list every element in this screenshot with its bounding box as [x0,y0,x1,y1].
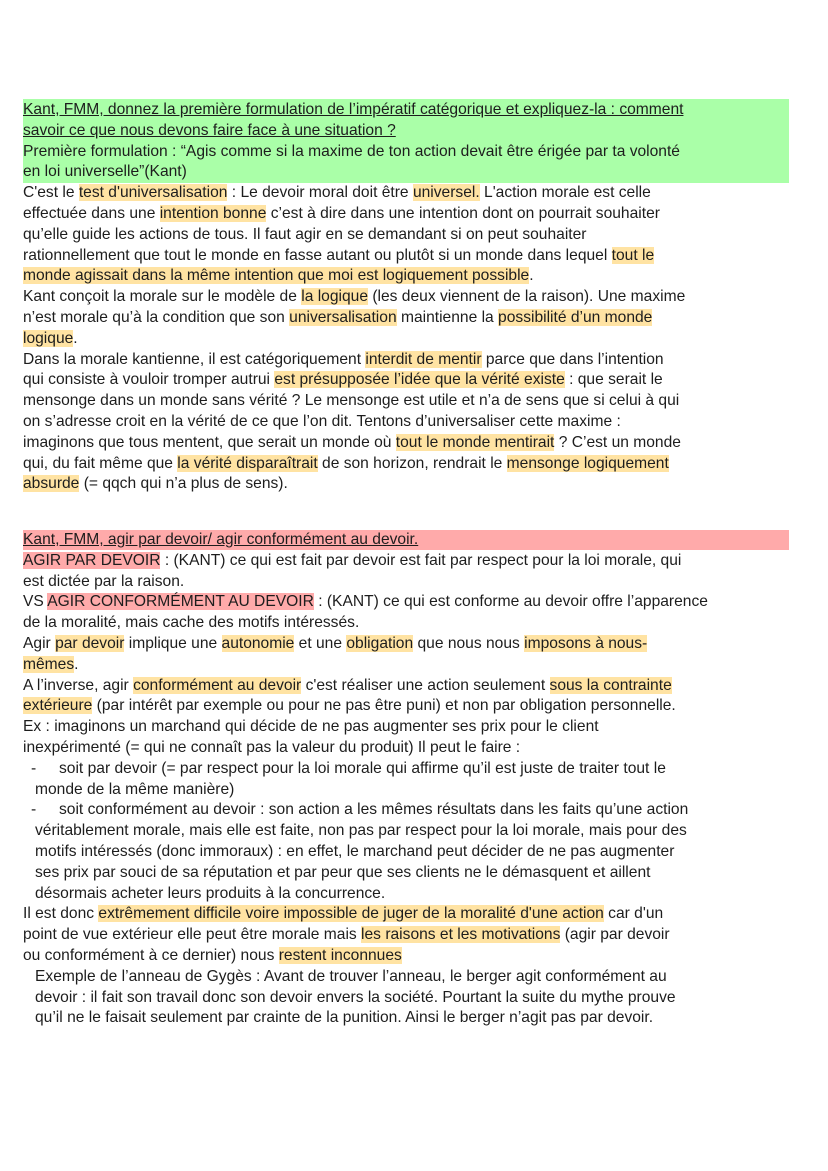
paragraph-line [23,474,789,495]
text: implique une [124,634,222,652]
text: : (KANT) ce qui est conforme au devoir offre l’apparence [313,593,708,611]
text: maintienne la [396,308,499,326]
text: c’est à dire dans une intention dont on pourrait souhaiter [266,204,660,222]
text: point de vue extérieur elle peut être morale mais [23,926,362,944]
text: soit conformément au devoir : son action a les mêmes résultats dans les faits qu’une action [59,801,689,819]
text: Dans la morale kantienne, il est catégoriquement [23,350,366,368]
text: (les deux viennent de la raison). Une maxime [368,288,686,306]
text: n’est morale qu’à la condition que son [23,308,290,326]
section-2 [23,530,789,1029]
text: Agir [23,634,56,652]
highlight: universel. [412,184,480,202]
highlight: tout le monde mentirait [395,433,555,451]
paragraph-line [23,454,789,475]
paragraph-line [23,676,789,697]
text: c'est réaliser une action seulement [301,676,550,694]
definition-line: de la moralité, mais cache des motifs intéressés. [23,614,360,632]
highlight: la logique [301,288,369,306]
bullet-marker: - [31,759,37,777]
text: parce que dans l’intention [481,350,664,368]
highlight: obligation [346,634,414,652]
text: Kant conçoit la morale sur le modèle de [23,288,302,306]
highlight: conformément au devoir [133,676,302,694]
text: (agir par devoir [560,926,670,944]
text: . [529,267,534,285]
text: : que serait le [564,371,663,389]
text: ? C’est un monde [554,433,681,451]
text: car d'un [603,905,664,923]
paragraph-line: on s’adresse croit en la vérité de ce que l’on dit. Tentons d’universaliser cette maxime : [23,412,621,430]
text: . [73,329,78,347]
highlight: intention bonne [159,204,267,222]
paragraph-line: qu’elle guide les actions de tous. Il faut agir en se demandant si on peut souhaiter [23,225,587,243]
highlight: test d'universalisation [78,184,228,202]
highlight: est présupposée l’idée que la vérité existe [274,371,565,389]
paragraph-line: devoir : il fait son travail donc son devoir envers la société. Pourtant la suite du mythe prouve [35,988,676,1006]
highlight: par devoir [55,634,125,652]
paragraph-line [23,266,789,287]
text: C'est le [23,184,79,202]
highlight: absurde [23,475,80,493]
highlight: les raisons et les motivations [361,926,561,944]
highlight: extérieure [23,697,93,715]
list-item-continuation: désormais acheter leurs produits à la concurrence. [35,884,386,902]
list-item [23,759,789,780]
highlight: universalisation [289,308,397,326]
text: qui, du fait même que [23,454,178,472]
paragraph-line: qu’il ne le faisait seulement par crainte de la punition. Ainsi le berger n’agit pas par devoir. [35,1009,654,1027]
formulation-quote: “Agis comme si la maxime de ton action devait être érigée par ta volonté [180,142,680,160]
text: et une [294,634,347,652]
highlight: la vérité disparaîtrait [177,454,318,472]
highlight: logique [23,329,74,347]
text: effectuée dans une [23,204,160,222]
list-item-continuation: ses prix par souci de sa réputation et par peur que ses clients ne le démasquent et aillent [35,863,651,881]
paragraph-line [23,204,789,225]
definition-line [23,592,789,613]
formulation-line-2: en loi universelle”(Kant) [23,163,187,181]
paragraph-line: inexpérimenté (= qui ne connaît pas la valeur du produit) Il peut le faire : [23,738,521,756]
text: L'action morale est celle [479,184,651,202]
highlight: restent inconnues [278,946,402,964]
paragraph-line: Ex : imaginons un marchand qui décide de ne pas augmenter ses prix pour le client [23,718,599,736]
paragraph-line [23,329,789,350]
highlight: interdit de mentir [365,350,482,368]
highlight: sous la contrainte [549,676,672,694]
paragraph-line [23,287,789,308]
bullet-marker: - [31,801,37,819]
highlight: mensonge logiquement [506,454,669,472]
text: imaginons que tous mentent, que serait un monde où [23,433,396,451]
formulation-label: Première formulation : [23,142,181,160]
paragraph-line: mensonge dans un monde sans vérité ? Le mensonge est utile et n’a de sens que si celui à qui [23,392,680,410]
paragraph-line [23,634,789,655]
paragraph-line [23,350,789,371]
paragraph-line [23,925,789,946]
text: ou conformément à ce dernier) nous [23,946,279,964]
list-item [23,800,789,821]
definition-line [23,551,789,572]
paragraph-line [23,370,789,391]
text: A l’inverse, agir [23,676,134,694]
highlight: mêmes [23,655,75,673]
term-agir-conformement: AGIR CONFORMÉMENT AU DEVOIR [47,593,314,611]
highlight: tout le [611,246,655,264]
paragraph-line [23,183,789,204]
list-item-continuation: motifs intéressés (donc immoraux) : en effet, le marchand peut décider de ne pas augmenter [35,842,675,860]
text: Il est donc [23,905,99,923]
formulation-line-1 [23,142,789,163]
text: (par intérêt par exemple ou pour ne pas être puni) et non par obligation personnelle. [92,697,676,715]
section-1-heading-line-2: savoir ce que nous devons faire face à une situation ? [23,121,396,139]
text: (= qqch qui n’a plus de sens). [79,475,288,493]
paragraph-line [23,308,789,329]
text: . [74,655,79,673]
paragraph-line [23,696,789,717]
section-2-heading: Kant, FMM, agir par devoir/ agir conformément au devoir. [23,531,419,548]
section-1 [23,100,789,495]
text: : (KANT) ce qui est fait par devoir est fait par respect pour la loi morale, qui [160,551,682,569]
list-item-continuation: monde de la même manière) [35,780,235,798]
text: : Le devoir moral doit être [227,184,413,202]
paragraph-line [23,946,789,967]
paragraph-line [23,904,789,925]
highlight: possibilité d’un monde [498,308,653,326]
highlight: extrêmement difficile voire impossible de juger de la moralité d'une action [98,905,604,923]
list-item-continuation: véritablement morale, mais elle est faite, non pas par respect pour la loi morale, mais pour des [35,822,687,840]
definition-line: est dictée par la raison. [23,572,185,590]
paragraph-line [23,433,789,454]
highlight: monde agissait dans la même intention que moi est logiquement possible [23,267,530,285]
paragraph-line [23,246,789,267]
text: rationnellement que tout le monde en fasse autant ou plutôt si un monde dans lequel [23,246,612,264]
text: que nous nous [413,634,525,652]
text: qui consiste à vouloir tromper autrui [23,371,275,389]
paragraph-line [23,655,789,676]
highlight: imposons à nous- [524,634,648,652]
text: soit par devoir (= par respect pour la loi morale qui affirme qu’il est juste de traiter tout le [59,759,666,777]
text: de son horizon, rendrait le [317,454,507,472]
highlight: autonomie [221,634,295,652]
paragraph-line: Exemple de l’anneau de Gygès : Avant de trouver l’anneau, le berger agit conformément au [35,967,667,985]
text: VS [23,593,48,611]
term-agir-par-devoir: AGIR PAR DEVOIR [23,551,161,569]
section-1-heading-line-1: Kant, FMM, donnez la première formulation de l’impératif catégorique et expliquez-la : comment [23,101,684,118]
